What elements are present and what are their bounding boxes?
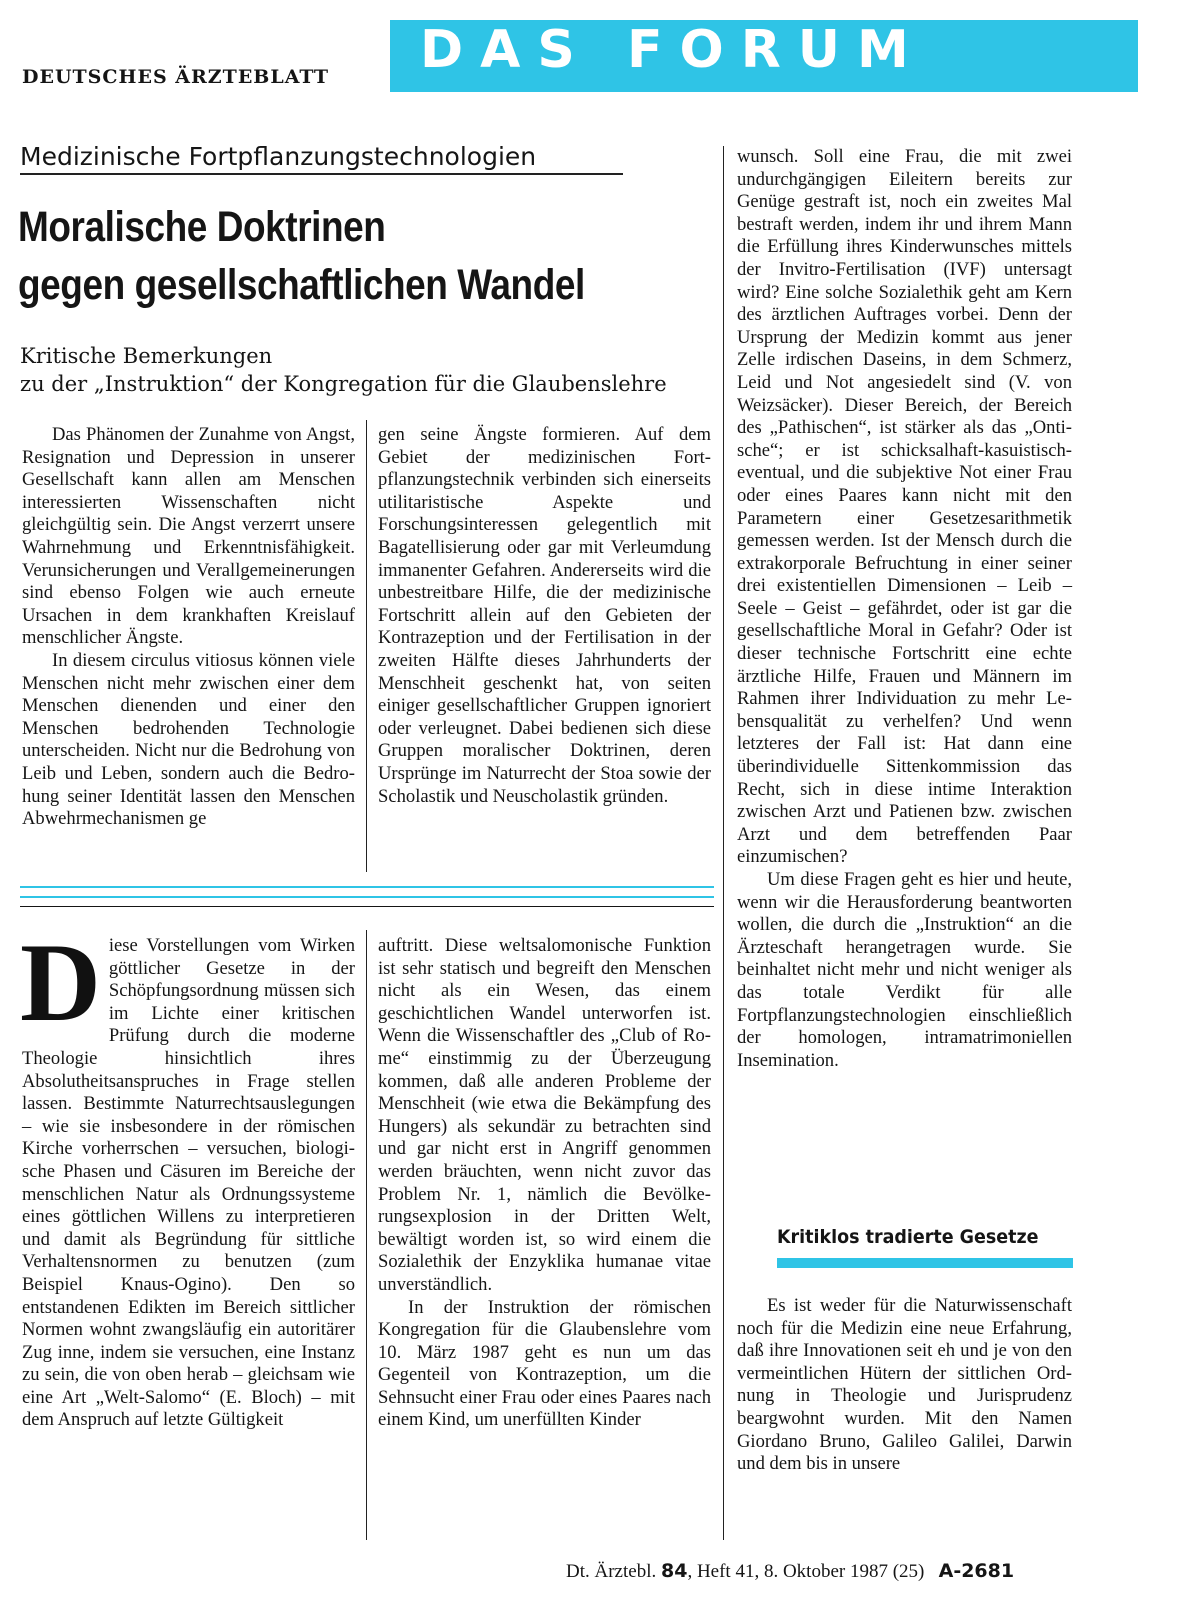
column-rule bbox=[366, 420, 367, 872]
column-rule bbox=[366, 930, 367, 1540]
body-column-1 bbox=[20, 921, 355, 1432]
intro-column-2 bbox=[378, 424, 711, 808]
paragraph: gen seine Ängste formieren. Auf dem Gebiet der medizinischen Fortpflanzungstechnik verbinden sich einerseits utilitaristische Aspekte und Forschungsinteressen gelegentlich mit Bagatellisierung oder gar mit Verleumdung immanenter Gefahren. Andererseits wird die unbestreitbare Hilfe, die der medizinische Fortschritt allein auf den Gebieten der Kontrazeption und der Fertilisation in der zweiten Hälfte dieses Jahrhunderts der Menschheit geschenkt hat, von seiten einiger gesellschaftlicher Gruppen ignoriert oder verleugnet. Dabei bedienen sich diese Gruppen moralischer Doktrinen, deren Ursprünge im Naturrecht der Stoa sowie der Scholastik und Neuscholastik gründen. bbox=[378, 424, 711, 807]
body-column-3 bbox=[737, 146, 1072, 1072]
section-subhead: Kritiklos tradierte Gesetze bbox=[777, 1226, 1039, 1248]
body-column-3-continued bbox=[737, 1295, 1072, 1476]
subhead-bar bbox=[777, 1258, 1073, 1268]
masthead: DEUTSCHES ÄRZTEBLATT bbox=[22, 66, 330, 88]
paragraph: auftritt. Diese weltsalomonische Funktion ist sehr statisch und begreift den Menschen nicht als ein Wesen, das einem geschichtlichen Wandel unterworfen ist. Wenn die Wissenschaftler des „Club of Rome“ einstimmig zu der Überzeugung kommen, daß alle anderen Probleme der Menschheit (wie etwa die Bekämpfung des Hungers) als sekundär zu betrachten sind und gar nicht erst in Angriff genommen werden bräuchten, wenn nicht zuvor das Problem Nr. 1, nämlich die Bevölkerungsexplosion in der Dritten Welt, bewältigt worden ist, so wird einem die Sozialethik der Enzyklika humanae vitae unverständlich. bbox=[378, 935, 711, 1295]
subheadline-line: zu der „Instruktion“ der Kongregation für die Glaubenslehre bbox=[20, 372, 667, 396]
footer-journal: Dt. Ärztebl. bbox=[566, 1561, 657, 1582]
paragraph-text: iese Vorstellungen vom Wirken göttlicher Gesetze in der Schöpfungsordnung müssen sich im Lichte einer kritischen Prüfung durch die moderne Theologie hinsichtlich ihres Absolutheitsanspruches in Frage stellen lassen. Bestimmte Naturrechtsauslegungen – wie sie insbesondere in der römischen Kirche vorherrschen – versuchen, biologische Phasen und Cäsuren im Bereiche der menschlichen Natur als Ordnungssysteme eines göttlichen Willens zu interpretieren und damit als Begründung für sittliche Verhaltensnormen zu benutzen (zum Beispiel Knaus-Ogino). Den so entstandenen Edikten im Bereich sittlicher Normen wohnt zwangsläufig ein autoritärer Zug inne, indem sie versuchen, eine Instanz zu sein, die von oben herab – gleichsam wie eine Art „Welt-Salomo“ (E. Bloch) – mit dem Anspruch auf letzte Gültigkeit bbox=[22, 935, 355, 1431]
page-footer bbox=[566, 1560, 1014, 1583]
footer-issue: , Heft 41, 8. Oktober 1987 (25) bbox=[687, 1561, 925, 1582]
footer-page-number: A-2681 bbox=[938, 1560, 1015, 1582]
paragraph: In diesem circulus vitiosus können viele Menschen nicht mehr zwischen einer dem Menschen dienenden und einer den Menschen bedrohenden Technologie unterscheiden. Nicht nur die Bedrohung von Leib und Leben, sondern auch die Bedrohung seiner Identität lassen den Menschen Abwehrmechanismen ge bbox=[22, 649, 355, 830]
footer-volume: 84 bbox=[660, 1560, 688, 1582]
divider-rule bbox=[20, 896, 714, 898]
column-rule bbox=[723, 146, 724, 1540]
paragraph: Es ist weder für die Naturwissenschaft noch für die Medizin eine neue Erfahrung, daß ihre Innovationen seit eh und je von den vermeintlichen Hütern der sittlichen Ordnung in Theologie und Jurisprudenz beargwohnt wurden. Mit den Namen Giordano Bruno, Galileo Galilei, Darwin und dem bis in unsere bbox=[737, 1295, 1072, 1475]
drop-cap: D bbox=[20, 921, 101, 1045]
subheadline-line: Kritische Bemerkungen bbox=[20, 344, 273, 368]
body-column-2 bbox=[378, 935, 711, 1432]
intro-column-1 bbox=[22, 424, 355, 831]
divider-rule bbox=[20, 886, 714, 888]
subheadline bbox=[20, 342, 740, 398]
section-banner-title: DAS FORUM bbox=[420, 20, 926, 80]
paragraph: wunsch. Soll eine Frau, die mit zwei undurchgängigen Eileitern bereits zur Genüge gestraft ist, noch ein zweites Mal bestraft werden, indem ihr und ihrem Mann die Erfüllung ihres Kinderwunsches mittels der Invitro-Fertilisation (IVF) untersagt wird? Eine solche Sozialethik geht am Kern des ärztlichen Auftrages vorbei. Denn der Ursprung der Medizin kommt aus jener Zelle irdischen Daseins, in dem Schmerz, Leid und Not angesiedelt sind (V. von Weizsäcker). Dieser Bereich, der Bereich des „Pathischen“, ist stärker als das „Ontische“; er ist schicksalhaft-kasuistisch-eventual, und die subjektive Not einer Frau oder eines Paares kann nicht mit den Parametern einer Gesetzesarithmetik gemessen werden. Ist der Mensch durch die extrakorporale Befruchtung in einer seiner drei existentiellen Dimensionen – Leib – Seele – Geist – gefährdet, oder ist gar die gesellschaftliche Moral in Gefahr? Oder ist dieser technische Fortschritt eine echte ärztliche Hilfe, Frauen und Männern im Rahmen ihrer Individuation zu mehr Lebensqualität zu verhelfen? Und wenn letzteres der Fall ist: Hat dann eine überindividuelle Sittenkommission das Recht, sich in diese intime Interaktion zwischen Arzt und Patienen bzw. zwischen Arzt und dem betreffenden Paar einzumischen? bbox=[737, 146, 1072, 868]
paragraph bbox=[20, 921, 355, 1432]
paragraph: In der Instruktion der römischen Kongregation für die Glaubenslehre vom 10. März 1987 geht es nun um das Gegenteil von Kontrazeption, um die Sehnsucht einer Frau oder eines Paares nach einem Kind, um unerfüllten Kinder bbox=[378, 1296, 711, 1431]
headline bbox=[18, 198, 646, 314]
paragraph: Um diese Fragen geht es hier und heute, wenn wir die Herausforderung beantworten wollen, die durch die „Instruktion“ an die Ärzteschaft herangetragen wurde. Sie beinhaltet nicht mehr und nicht weniger als das totale Verdikt für alle Fortpflanzungstechnologien einschließlich der homologen, intramatrimoniellen Insemination. bbox=[737, 869, 1072, 1071]
kicker: Medizinische Fortpflanzungstechnologien bbox=[20, 142, 623, 175]
headline-line: Moralische Doktrinen bbox=[18, 203, 386, 251]
paragraph: Das Phänomen der Zunahme von Angst, Resignation und Depression in unserer Gesellschaft kann allen am Menschen interessierten Wissenschaften nicht gleichgültig sein. Die Angst verzerrt unsere Wahrnehmung und Erkenntnisfähigkeit. Verunsicherungen und Verallgemeinerungen sind ebenso Folgen wie auch erneute Ursachen in dem krankhaften Kreislauf menschlicher Ängste. bbox=[22, 424, 355, 649]
headline-line: gegen gesellschaftlichen Wandel bbox=[18, 261, 585, 309]
divider-rule bbox=[20, 906, 714, 907]
